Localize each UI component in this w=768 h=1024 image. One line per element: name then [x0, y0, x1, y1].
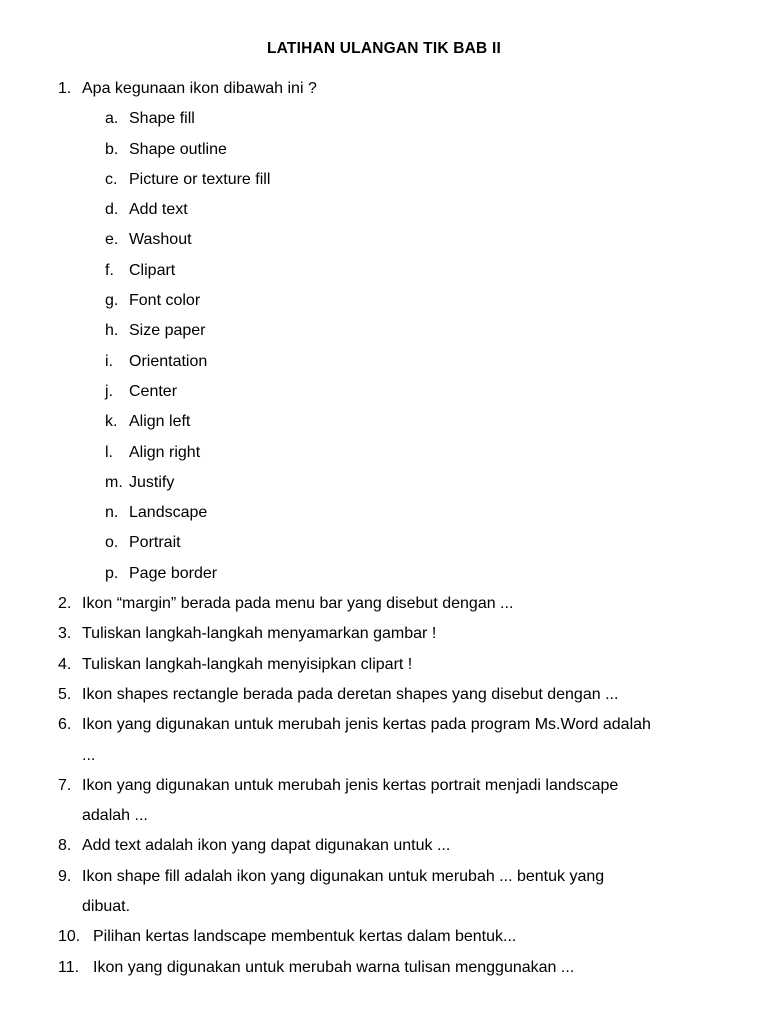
question-2: [58, 593, 738, 623]
option-text: Page border: [129, 564, 218, 582]
option-item: [58, 351, 738, 381]
option-text: Justify: [129, 473, 175, 491]
option-text: Center: [129, 382, 178, 400]
option-letter: c.: [105, 170, 118, 188]
option-item: [58, 502, 738, 532]
option-text: Align right: [129, 443, 201, 461]
question-number: 2.: [58, 595, 72, 613]
option-letter: e.: [105, 231, 119, 249]
question-9: [58, 866, 738, 896]
question-9-continuation: dibuat.: [82, 898, 131, 916]
question-number: 1.: [58, 80, 72, 97]
option-letter: g.: [105, 292, 119, 310]
option-text: Picture or texture fill: [129, 170, 271, 188]
option-text: Portrait: [129, 534, 181, 552]
option-item: [58, 108, 738, 138]
option-letter: f.: [105, 261, 114, 279]
option-letter: m.: [105, 473, 123, 491]
question-text: Add text adalah ikon yang dapat digunakan untuk ...: [82, 837, 451, 855]
option-letter: p.: [105, 564, 119, 582]
question-list: [58, 78, 738, 987]
option-item: [58, 442, 738, 472]
option-text: Shape fill: [129, 110, 195, 128]
question-number: 4.: [58, 655, 72, 673]
option-item: [58, 563, 738, 593]
question-number: 10.: [58, 928, 81, 946]
question-number: 7.: [58, 776, 72, 794]
question-number: 11.: [58, 958, 80, 976]
option-item: [58, 139, 738, 169]
option-text: Add text: [129, 201, 188, 219]
option-text: Washout: [129, 231, 192, 249]
question-text: Tuliskan langkah-langkah menyamarkan gambar !: [82, 625, 437, 643]
question-7-continuation: adalah ...: [82, 807, 148, 825]
option-text: Shape outline: [129, 140, 227, 158]
question-number: 9.: [58, 867, 72, 885]
option-letter: l.: [105, 443, 113, 461]
option-item: [58, 381, 738, 411]
question-text: Ikon shape fill adalah ikon yang digunakan untuk merubah ... bentuk yang: [82, 867, 605, 885]
option-item: [58, 229, 738, 259]
option-letter: j.: [105, 382, 113, 400]
option-letter: i.: [105, 352, 113, 370]
option-item: [58, 169, 738, 199]
option-text: Orientation: [129, 352, 208, 370]
option-text: Align left: [129, 413, 191, 431]
option-letter: o.: [105, 534, 119, 552]
question-text: Ikon yang digunakan untuk merubah warna tulisan menggunakan ...: [93, 958, 575, 976]
option-text: Size paper: [129, 322, 206, 340]
question-text: Ikon “margin” berada pada menu bar yang disebut dengan ...: [82, 595, 514, 613]
question-number: 3.: [58, 625, 72, 643]
option-item: [58, 472, 738, 502]
question-3: [58, 623, 738, 653]
question-5: [58, 684, 738, 714]
question-7: [58, 775, 738, 805]
option-item: [58, 260, 738, 290]
option-letter: n.: [105, 504, 119, 522]
question-number: 6.: [58, 716, 72, 734]
page-title: LATIHAN ULANGAN TIK BAB II: [267, 40, 501, 57]
option-text: Landscape: [129, 504, 208, 522]
question-text: Ikon yang digunakan untuk merubah jenis kertas portrait menjadi landscape: [82, 776, 619, 794]
question-text: Ikon yang digunakan untuk merubah jenis kertas pada program Ms.Word adalah: [82, 716, 651, 734]
question-4: [58, 654, 738, 684]
option-letter: h.: [105, 322, 119, 340]
question-text: Apa kegunaan ikon dibawah ini ?: [82, 80, 317, 97]
option-item: [58, 532, 738, 562]
question-11: [58, 957, 738, 987]
option-item: [58, 290, 738, 320]
option-item: [58, 411, 738, 441]
question-6-continuation: ...: [82, 746, 96, 764]
question-8: [58, 835, 738, 865]
question-text: Tuliskan langkah-langkah menyisipkan clipart !: [82, 655, 413, 673]
question-1: [58, 78, 738, 108]
question-10: [58, 926, 738, 956]
option-letter: d.: [105, 201, 119, 219]
option-item: [58, 320, 738, 350]
option-letter: b.: [105, 140, 119, 158]
option-letter: k.: [105, 413, 118, 431]
option-text: Clipart: [129, 261, 176, 279]
question-text: Pilihan kertas landscape membentuk kertas dalam bentuk...: [93, 928, 517, 946]
option-item: [58, 199, 738, 229]
question-number: 8.: [58, 837, 72, 855]
question-number: 5.: [58, 685, 72, 703]
question-text: Ikon shapes rectangle berada pada deretan shapes yang disebut dengan ...: [82, 685, 619, 703]
option-text: Font color: [129, 292, 201, 310]
question-6: [58, 714, 738, 744]
option-letter: a.: [105, 110, 119, 128]
